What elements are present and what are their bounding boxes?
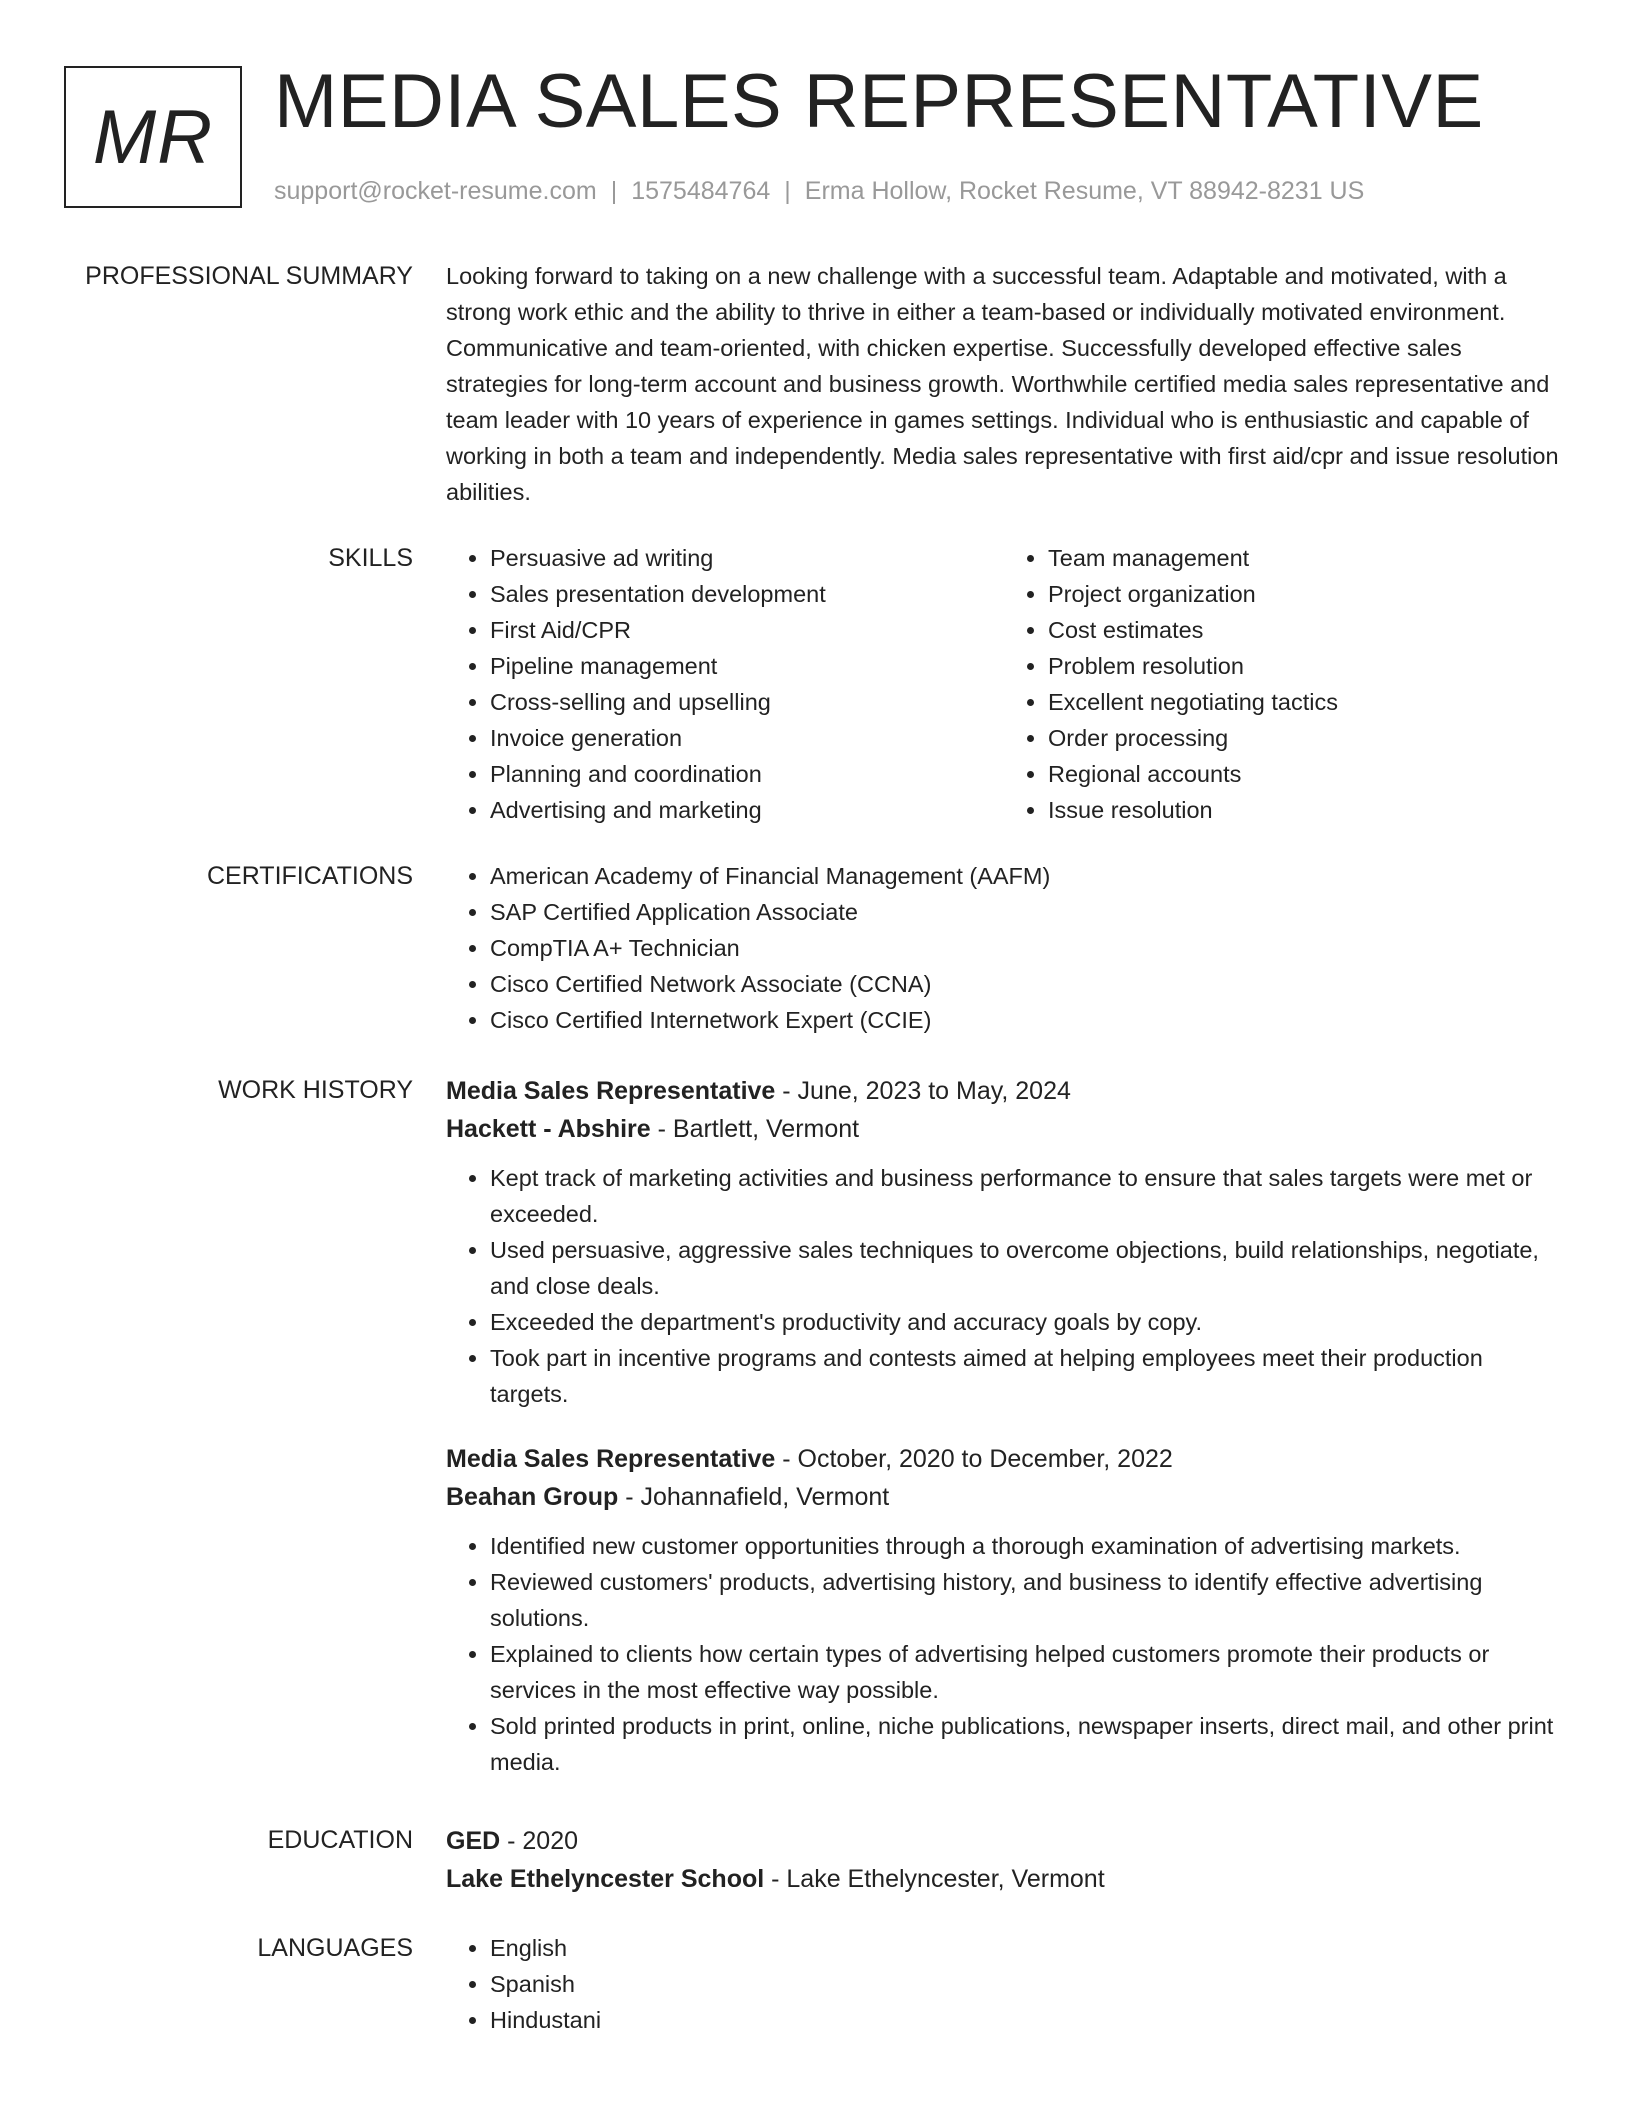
- contact-line: [274, 174, 1364, 208]
- education-location: - Lake Ethelyncester, Vermont: [764, 1865, 1105, 1893]
- list-item: • Project organization: [1048, 576, 1562, 612]
- list-item: • Used persuasive, aggressive sales techniques to overcome objections, build relationships, negotiate, and close deals.: [490, 1232, 1562, 1304]
- contact-phone: 1575484764: [631, 177, 771, 205]
- certifications-body: [446, 858, 1562, 1038]
- list-item: • American Academy of Financial Management (AAFM): [490, 858, 1562, 894]
- list-item: • Invoice generation: [490, 720, 1004, 756]
- list-item: • Spanish: [490, 1966, 1562, 2002]
- education-body: [446, 1822, 1562, 1898]
- skills-columns: [446, 540, 1562, 828]
- job-bullets: [446, 1528, 1562, 1780]
- work-history-body: [446, 1072, 1562, 1780]
- list-item: • Hindustani: [490, 2002, 1562, 2038]
- education-label: EDUCATION: [267, 1826, 413, 1854]
- job-title: Media Sales Representative: [446, 1445, 776, 1473]
- list-item: • Problem resolution: [1048, 648, 1562, 684]
- languages-body: [446, 1930, 1562, 2038]
- list-item: • English: [490, 1930, 1562, 1966]
- work-history-label: WORK HISTORY: [218, 1076, 413, 1104]
- list-item: • Persuasive ad writing: [490, 540, 1004, 576]
- skills-list-left: [446, 540, 1004, 828]
- languages-list: [446, 1930, 1562, 2038]
- job-title-line: [446, 1440, 1562, 1478]
- list-item: • SAP Certified Application Associate: [490, 894, 1562, 930]
- list-item: • Explained to clients how certain types of advertising helped customers promote their products or services in the most effective way possible.: [490, 1636, 1562, 1708]
- list-item: • Advertising and marketing: [490, 792, 1004, 828]
- monogram-box: [64, 66, 242, 208]
- education-degree: GED: [446, 1827, 501, 1855]
- list-item: • Planning and coordination: [490, 756, 1004, 792]
- list-item: • Issue resolution: [1048, 792, 1562, 828]
- summary-label: PROFESSIONAL SUMMARY: [85, 262, 413, 290]
- list-item: • Excellent negotiating tactics: [1048, 684, 1562, 720]
- education-school-line: [446, 1860, 1562, 1898]
- job-entry: [446, 1072, 1562, 1412]
- contact-separator: |: [784, 177, 791, 205]
- job-location: - Johannafield, Vermont: [618, 1483, 890, 1511]
- job-location: - Bartlett, Vermont: [650, 1115, 860, 1143]
- list-item: • Pipeline management: [490, 648, 1004, 684]
- education-school: Lake Ethelyncester School: [446, 1865, 765, 1893]
- education-year: - 2020: [500, 1827, 579, 1855]
- list-item: • Kept track of marketing activities and business performance to ensure that sales targets were met or exceeded.: [490, 1160, 1562, 1232]
- list-item: • Order processing: [1048, 720, 1562, 756]
- contact-email: support@rocket-resume.com: [274, 177, 597, 205]
- list-item: • Cross-selling and upselling: [490, 684, 1004, 720]
- job-company: Beahan Group: [446, 1483, 619, 1511]
- list-item: • Reviewed customers' products, advertising history, and business to identify effective advertising solutions.: [490, 1564, 1562, 1636]
- certifications-list: [446, 858, 1562, 1038]
- education-degree-line: [446, 1822, 1562, 1860]
- contact-separator: |: [610, 177, 618, 205]
- list-item: • Identified new customer opportunities through a thorough examination of advertising markets.: [490, 1528, 1562, 1564]
- list-item: • Regional accounts: [1048, 756, 1562, 792]
- list-item: • Cisco Certified Internetwork Expert (CCIE): [490, 1002, 1562, 1038]
- list-item: • Exceeded the department's productivity and accuracy goals by copy.: [490, 1304, 1562, 1340]
- list-item: • CompTIA A+ Technician: [490, 930, 1562, 966]
- list-item: • Took part in incentive programs and contests aimed at helping employees meet their production targets.: [490, 1340, 1562, 1412]
- languages-label: LANGUAGES: [257, 1934, 413, 1962]
- job-dates: - June, 2023 to May, 2024: [775, 1077, 1071, 1105]
- list-item: • Sold printed products in print, online, niche publications, newspaper inserts, direct mail, and other print media.: [490, 1708, 1562, 1780]
- list-item: • Cost estimates: [1048, 612, 1562, 648]
- resume-title: MEDIA SALES REPRESENTATIVE: [274, 59, 1484, 144]
- list-item: • Sales presentation development: [490, 576, 1004, 612]
- skills-label: SKILLS: [328, 544, 413, 572]
- job-title: Media Sales Representative: [446, 1077, 776, 1105]
- job-bullets: [446, 1160, 1562, 1412]
- job-entry: [446, 1440, 1562, 1780]
- job-dates: - October, 2020 to December, 2022: [775, 1445, 1173, 1473]
- list-item: • First Aid/CPR: [490, 612, 1004, 648]
- job-company-line: [446, 1478, 1562, 1516]
- job-company-line: [446, 1110, 1562, 1148]
- monogram-initials: MR: [92, 94, 214, 180]
- skills-list-right: [1004, 540, 1562, 828]
- job-company: Hackett - Abshire: [446, 1115, 651, 1143]
- certifications-label: CERTIFICATIONS: [206, 862, 413, 890]
- list-item: • Cisco Certified Network Associate (CCNA): [490, 966, 1562, 1002]
- summary-text: Looking forward to taking on a new challenge with a successful team. Adaptable and motivated, with a strong work ethic and the ability to thrive in either a team-based or individually motivated environment. Communicative and team-oriented, with chicken expertise. Successfully developed effective sales strategies for long-term account and business growth. Worthwhile certified media sales representative and team leader with 10 years of experience in games settings. Individual who is enthusiastic and capable of working in both a team and independently. Media sales representative with first aid/cpr and issue resolution abilities.: [446, 263, 1559, 505]
- list-item: • Team management: [1048, 540, 1562, 576]
- job-title-line: [446, 1072, 1562, 1110]
- contact-address: Erma Hollow, Rocket Resume, VT 88942-8231 US: [804, 177, 1365, 205]
